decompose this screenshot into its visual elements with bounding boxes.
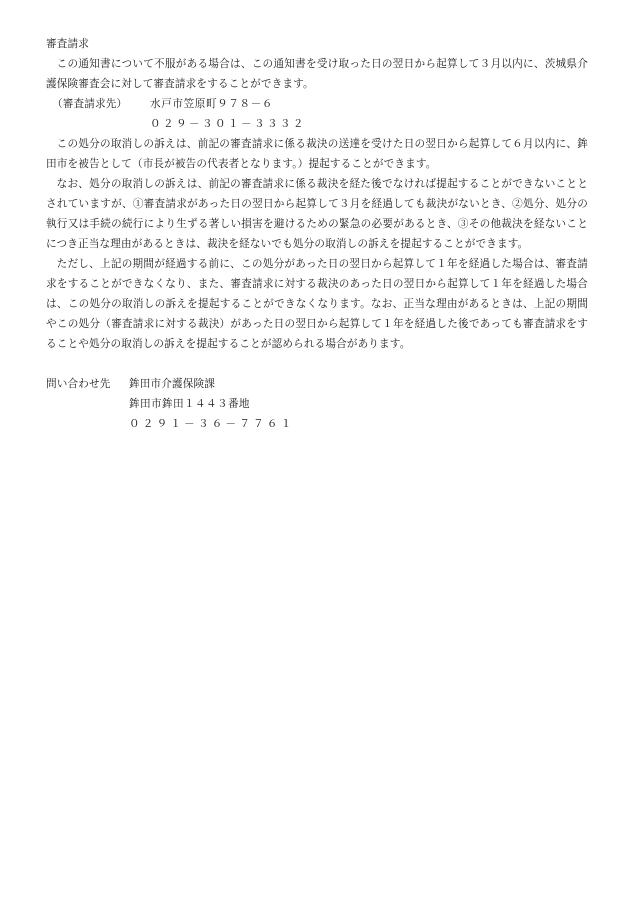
inquiry-department: 鉾田市介護保険課 [129, 378, 215, 390]
appeal-intro-paragraph: この通知書について不服がある場合は、この通知書を受け取った日の翌日から起算して３月以内に、茨城県介護保険審査会に対して審査請求をすることができます。 [46, 58, 588, 90]
appeal-heading: 審査請求 [46, 38, 89, 50]
inquiry-phone: ０２９１－３６－７７６１ [129, 418, 295, 430]
request-address-row [46, 94, 588, 114]
inquiry-address: 鉾田市鉾田１４４３番地 [129, 398, 250, 410]
request-destination-label: （審査請求先） [52, 98, 128, 110]
inquiry-phone-row [46, 414, 588, 434]
request-phone-row [46, 114, 588, 134]
inquiry-department-row [46, 374, 588, 394]
inquiry-address-row [46, 394, 588, 414]
lawsuit-paragraph-limitations: ただし、上記の期間が経過する前に、この処分があった日の翌日から起算して１年を経過した場合は、審査請求をすることができなくなり、また、審査請求に対する裁決のあった日の翌日から起算して１年を経過した場合は、この処分の取消しの訴えを提起することができなくなります。なお、正当な理由があるときは、上記の期間やこの処分（審査請求に対する裁決）があった日の翌日から起算して１年を経過した後であっても審査請求をすることや処分の取消しの訴えを提起することが認められる場合があります。 [46, 258, 588, 350]
request-destination-address: 水戸市笠原町９７８－６ [150, 98, 274, 110]
inquiry-section [46, 374, 588, 434]
lawsuit-paragraph-deadline: この処分の取消しの訴えは、前記の審査請求に係る裁決の送達を受けた日の翌日から起算して６月以内に、鉾田市を被告として（市長が被告の代表者となります。）提起することができます。 [46, 138, 588, 170]
appeal-notice-document [46, 34, 588, 434]
lawsuit-paragraph-exceptions: なお、処分の取消しの訴えは、前記の審査請求に係る裁決を経た後でなければ提起することができないこととされていますが、①審査請求があった日の翌日から起算して３月を経過しても裁決がないとき、②処分、処分の執行又は手続の続行により生ずる著しい損害を避けるための緊急の必要があるとき、③その他裁決を経ないことにつき正当な理由があるときは、裁決を経ないでも処分の取消しの訴えを提起することができます。 [46, 178, 588, 250]
request-destination-phone: ０２９－３０１－３３３２ [150, 118, 306, 130]
inquiry-label: 問い合わせ先 [46, 378, 111, 390]
